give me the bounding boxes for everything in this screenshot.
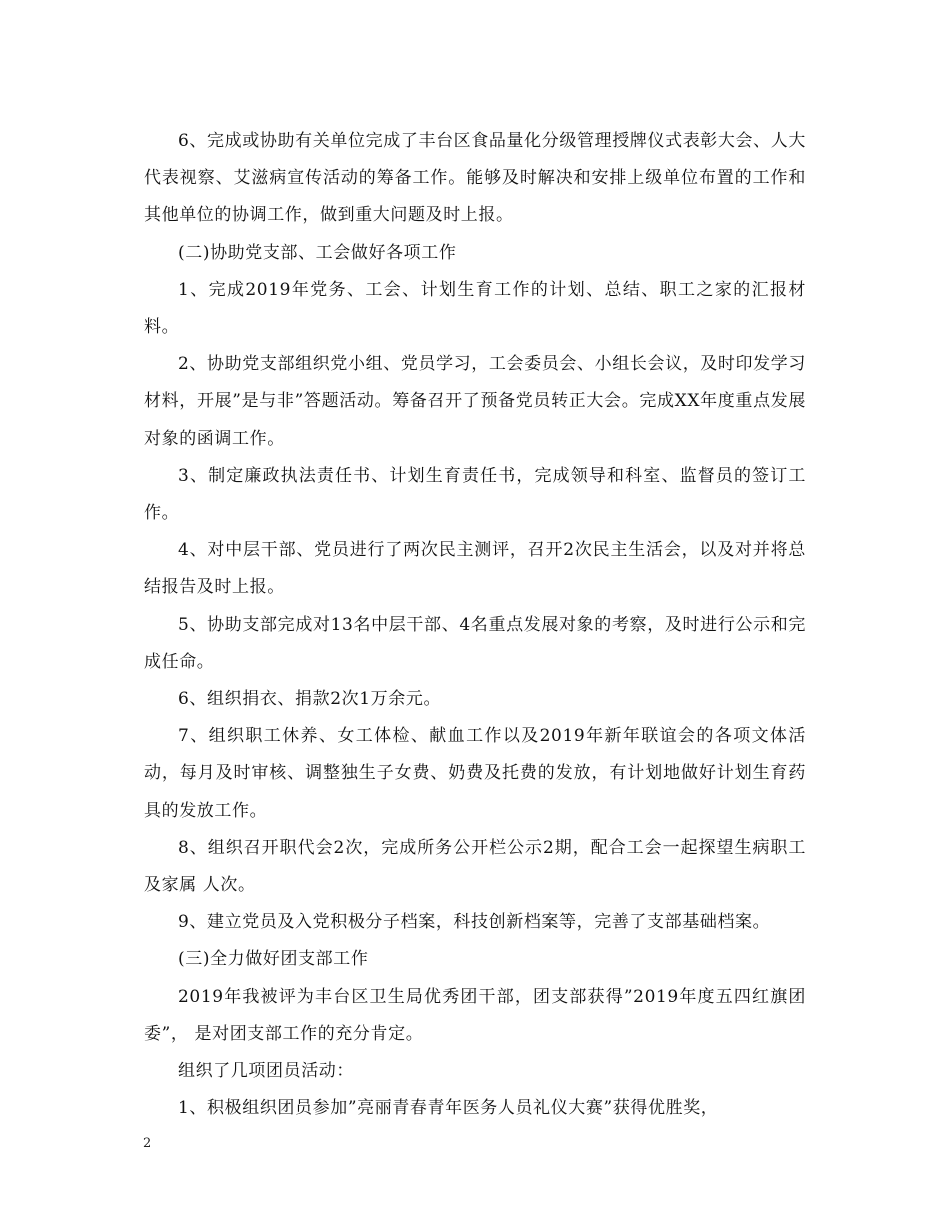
page-number: 2 [143,1136,152,1151]
paragraph-item-8-staff-congress: 8、组织召开职代会2次，完成所务公开栏公示2期，配合工会一起探望生病职工及家属 人次。 [144,837,806,896]
paragraph-item-9-archives: 9、建立党员及入党积极分子档案，科技创新档案等，完善了支部基础档案。 [178,912,771,933]
paragraph-activities-intro: 组织了几项团员活动： [178,1061,354,1082]
section-heading-party-union: (二)协助党支部、工会做好各项工作 [178,242,457,263]
paragraph-youth-award: 2019年我被评为丰台区卫生局优秀团干部，团支部获得”2019年度五四红旗团委”， 是对团支部工作的充分肯定。 [144,986,806,1044]
paragraph-item-6-food-rating: 6、完成或协助有关单位完成了丰台区食品量化分级管理授牌仪式表彰大会、人大代表视察、艾滋病宣传活动的筹备工作。能够及时解决和安排上级单位布置的工作和其他单位的协调工作，做到重大问题及时上报。 [144,131,806,226]
paragraph-item-6-donation: 6、组织捐衣、捐款2次1万余元。 [178,689,442,710]
paragraph-item-7-staff-activities: 7、组织职工休养、女工体检、献血工作以及2019年新年联谊会的各项文体活动，每月及时审核、调整独生子女费、奶费及托费的发放，有计划地做好计划生育药具的发放工作。 [144,726,806,821]
paragraph-item-2-party-study: 2、协助党支部组织党小组、党员学习，工会委员会、小组长会议，及时印发学习材料，开展”是与非”答题活动。筹备召开了预备党员转正大会。完成XX年度重点发展对象的函调工作。 [144,354,806,449]
paragraph-item-1-etiquette-contest: 1、积极组织团员参加”亮丽青春青年医务人员礼仪大赛”获得优胜奖， [178,1098,719,1119]
paragraph-item-1-reports: 1、完成2019年党务、工会、计划生育工作的计划、总结、职工之家的汇报材料。 [144,279,806,338]
section-heading-youth-league: (三)全力做好团支部工作 [178,949,369,970]
paragraph-item-4-evaluation: 4、对中层干部、党员进行了两次民主测评，召开2次民主生活会，以及对并将总结报告及时上报。 [144,540,806,598]
document-body [144,123,806,1127]
paragraph-item-3-responsibility: 3、制定廉政执法责任书、计划生育责任书，完成领导和科室、监督员的签订工作。 [144,465,806,524]
paragraph-item-5-cadre-review: 5、协助支部完成对13名中层干部、4名重点发展对象的考察，及时进行公示和完成任命。 [144,614,806,672]
